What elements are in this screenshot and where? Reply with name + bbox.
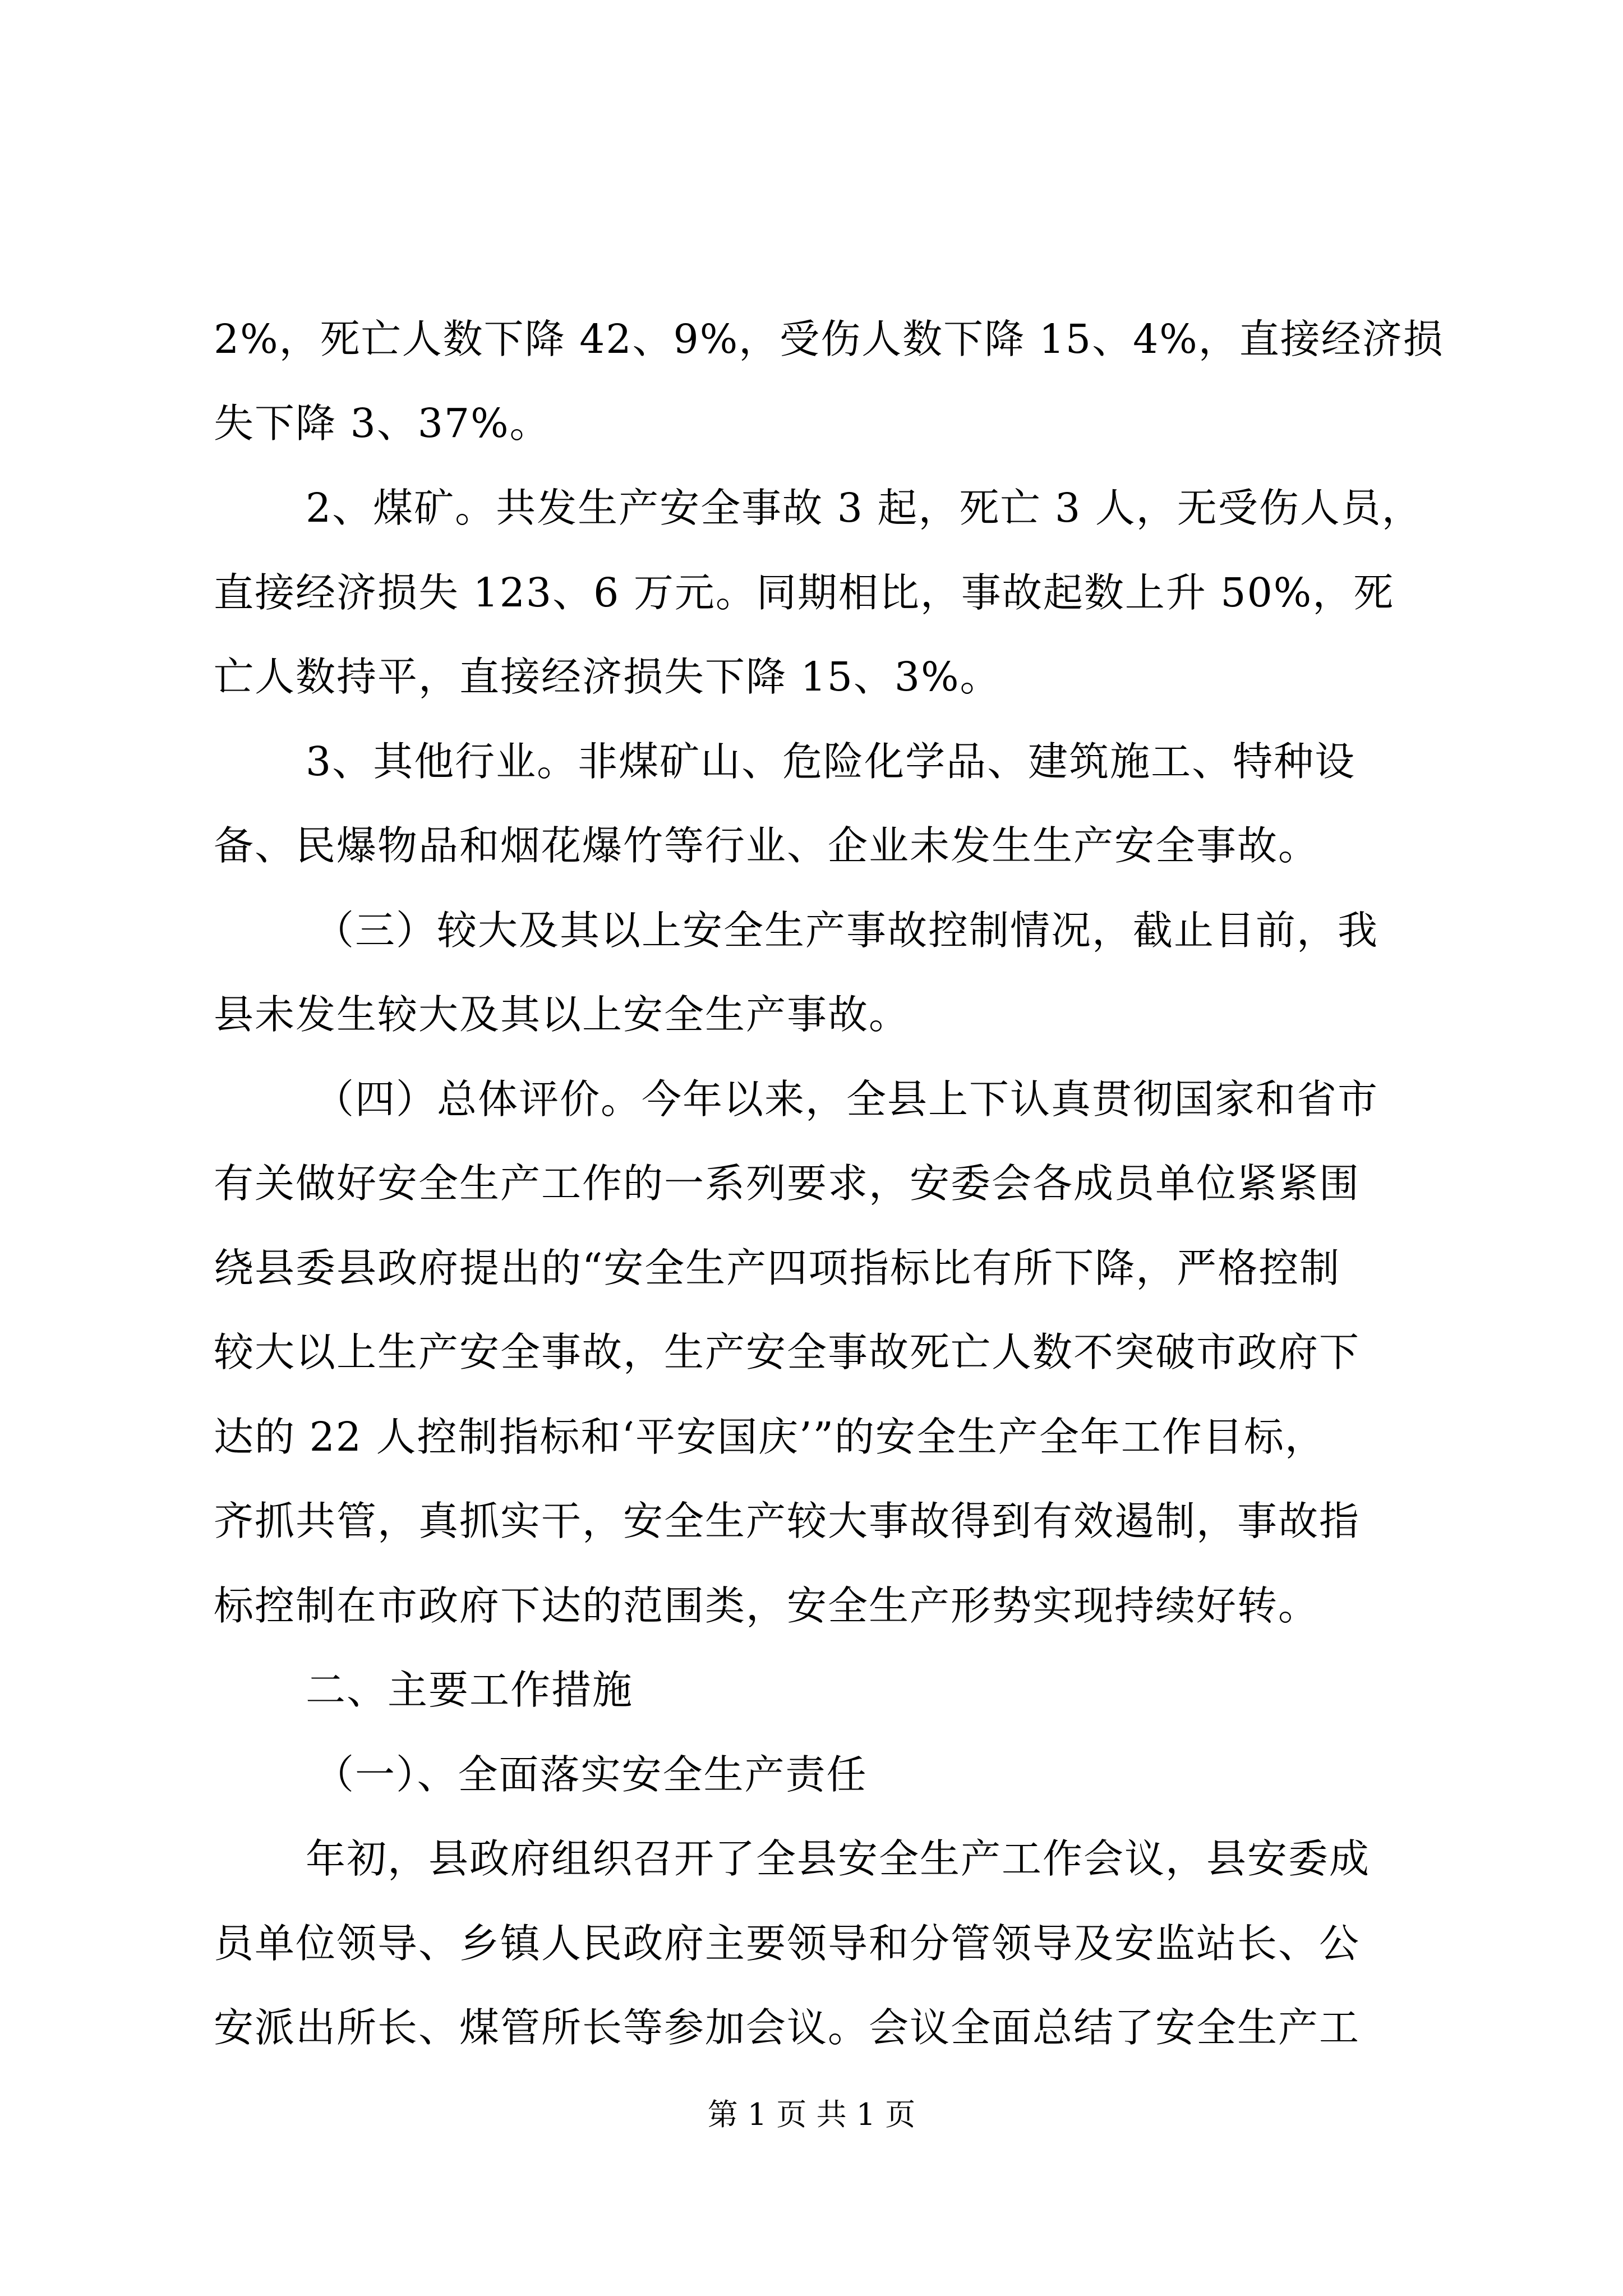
text-line: 失下降 3、37%。 bbox=[214, 400, 551, 447]
text-line: 标控制在市政府下达的范围类，安全生产形势实现持续好转。 bbox=[214, 1582, 1320, 1629]
text-line: 亡人数持平，直接经济损失下降 15、3%。 bbox=[214, 654, 1001, 700]
text-line: 3、其他行业。非煤矿山、危险化学品、建筑施工、特种设 bbox=[306, 738, 1356, 785]
section-heading: 二、主要工作措施 bbox=[306, 1667, 634, 1713]
text-line: 安派出所长、煤管所长等参加会议。会议全面总结了安全生产工 bbox=[214, 2004, 1361, 2051]
text-line: 年初，县政府组织召开了全县安全生产工作会议，县安委成 bbox=[306, 1835, 1371, 1882]
text-line: 有关做好安全生产工作的一系列要求，安委会各成员单位紧紧围 bbox=[214, 1160, 1361, 1207]
text-line: 2%，死亡人数下降 42、9%，受伤人数下降 15、4%，直接经济损 bbox=[214, 316, 1444, 362]
text-line: 绕县委县政府提出的“安全生产四项指标比有所下降，严格控制 bbox=[214, 1245, 1341, 1291]
text-line: 2、煤矿。共发生产安全事故 3 起，死亡 3 人，无受伤人员， bbox=[306, 485, 1423, 531]
text-line: （三）较大及其以上安全生产事故控制情况，截止目前，我 bbox=[314, 907, 1379, 954]
text-line: 县未发生较大及其以上安全生产事故。 bbox=[214, 991, 910, 1038]
text-line: 达的 22 人控制指标和‘平安国庆’”的安全生产全年工作目标， bbox=[214, 1414, 1326, 1460]
page-footer: 第 1 页 共 1 页 bbox=[707, 2097, 916, 2132]
text-line: 备、民爆物品和烟花爆竹等行业、企业未发生生产安全事故。 bbox=[214, 822, 1320, 869]
text-line: （四）总体评价。今年以来，全县上下认真贯彻国家和省市 bbox=[314, 1076, 1379, 1122]
text-line: 员单位领导、乡镇人民政府主要领导和分管领导及安监站长、公 bbox=[214, 1920, 1361, 1967]
text-line: 直接经济损失 123、6 万元。同期相比，事故起数上升 50%，死 bbox=[214, 569, 1395, 616]
subsection-heading: （一）、全面落实安全生产责任 bbox=[314, 1751, 868, 1798]
text-line: 较大以上生产安全事故，生产安全事故死亡人数不突破市政府下 bbox=[214, 1329, 1361, 1375]
text-line: 齐抓共管，真抓实干，安全生产较大事故得到有效遏制，事故指 bbox=[214, 1498, 1361, 1544]
